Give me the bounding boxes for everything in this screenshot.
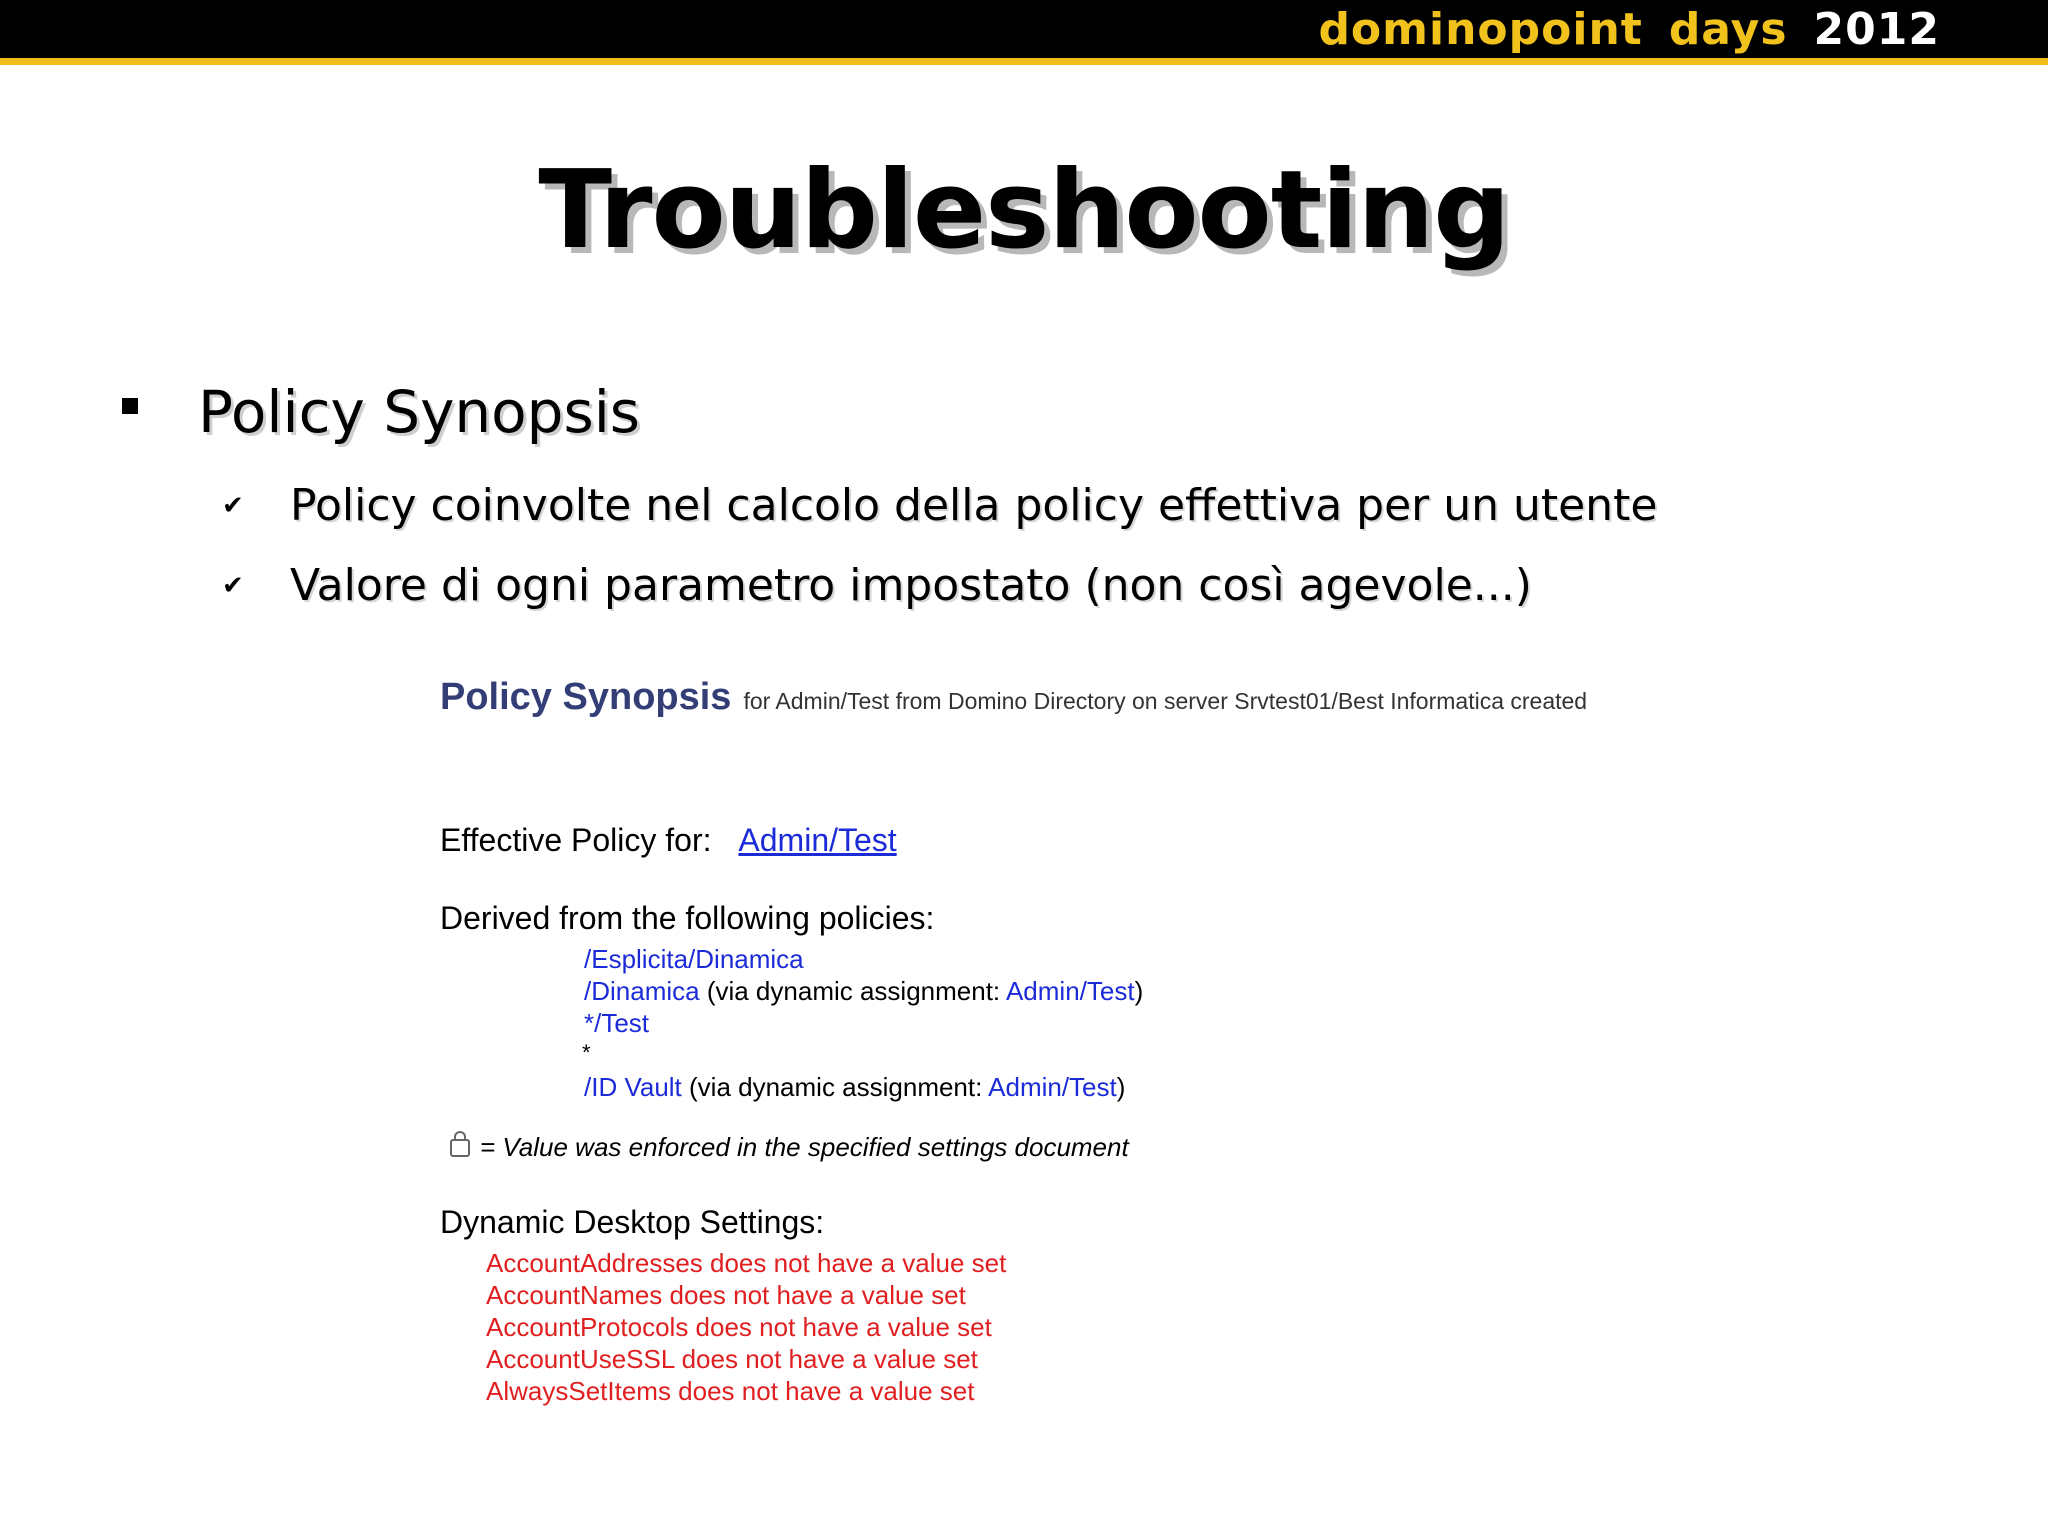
- effective-policy-line: [440, 822, 897, 859]
- setting-row: AccountUseSSL does not have a value set: [486, 1344, 978, 1374]
- policy-link-test[interactable]: */Test: [584, 1008, 650, 1038]
- sub-bullet-1: [222, 480, 1657, 531]
- header-band: [0, 0, 2048, 58]
- checkmark-icon: ✔: [222, 490, 244, 521]
- sub-bullet-text: Valore di ogni parametro impostato (non così agevole...): [290, 560, 1532, 611]
- event-logo: [1318, 0, 1940, 58]
- logo-year: 2012: [1813, 3, 1940, 55]
- logo-days: days: [1668, 3, 1788, 55]
- policy-note-close: ): [1116, 1072, 1126, 1102]
- setting-row: AccountAddresses does not have a value set: [486, 1248, 1007, 1278]
- synopsis-header: [440, 676, 1587, 719]
- policy-item-idvault: [584, 1072, 1125, 1103]
- synopsis-subtitle: for Admin/Test from Domino Directory on server Srvtest01/Best Informatica created: [743, 688, 1588, 714]
- sub-bullet-text: Policy coinvolte nel calcolo della policy effettiva per un utente: [290, 480, 1658, 531]
- setting-row: AccountNames does not have a value set: [486, 1280, 966, 1310]
- dynamic-settings-label: Dynamic Desktop Settings:: [440, 1204, 825, 1240]
- logo-dominopoint: dominopoint: [1318, 3, 1643, 55]
- policy-synopsis-screenshot: [436, 668, 1686, 1428]
- header-accent-stripe: [0, 58, 2048, 65]
- bullet-text: Policy Synopsis: [198, 378, 641, 446]
- checkmark-icon: ✔: [222, 570, 244, 601]
- synopsis-title: Policy Synopsis: [440, 676, 732, 718]
- sub-bullet-2: [222, 560, 1532, 611]
- policy-user-link[interactable]: Admin/Test: [988, 1072, 1117, 1102]
- legend-text: = Value was enforced in the specified settings document: [480, 1132, 1129, 1162]
- effective-policy-label: Effective Policy for:: [440, 822, 712, 858]
- square-bullet-icon: [122, 398, 138, 414]
- setting-row: AlwaysSetItems does not have a value set: [486, 1376, 975, 1406]
- slide-title: Troubleshooting: [538, 148, 1510, 273]
- setting-row: AccountProtocols does not have a value set: [486, 1312, 992, 1342]
- policy-item-dinamica: [584, 976, 1143, 1007]
- effective-user-link[interactable]: Admin/Test: [738, 822, 897, 858]
- derived-label: Derived from the following policies:: [440, 900, 935, 936]
- policy-item-wildcard: *: [582, 1040, 591, 1065]
- policy-note-close: ): [1134, 976, 1144, 1006]
- policy-link-dinamica[interactable]: /Dinamica: [584, 976, 700, 1006]
- policy-link-idvault[interactable]: /ID Vault: [584, 1072, 682, 1102]
- policy-note: (via dynamic assignment:: [681, 1072, 989, 1102]
- policy-user-link[interactable]: Admin/Test: [1005, 976, 1135, 1006]
- enforced-legend: [450, 1132, 1129, 1163]
- bullet-policy-synopsis: [122, 378, 640, 446]
- policy-link-esplicita[interactable]: /Esplicita/Dinamica: [584, 944, 804, 974]
- lock-icon: [450, 1139, 470, 1157]
- policy-note: (via dynamic assignment:: [699, 976, 1006, 1006]
